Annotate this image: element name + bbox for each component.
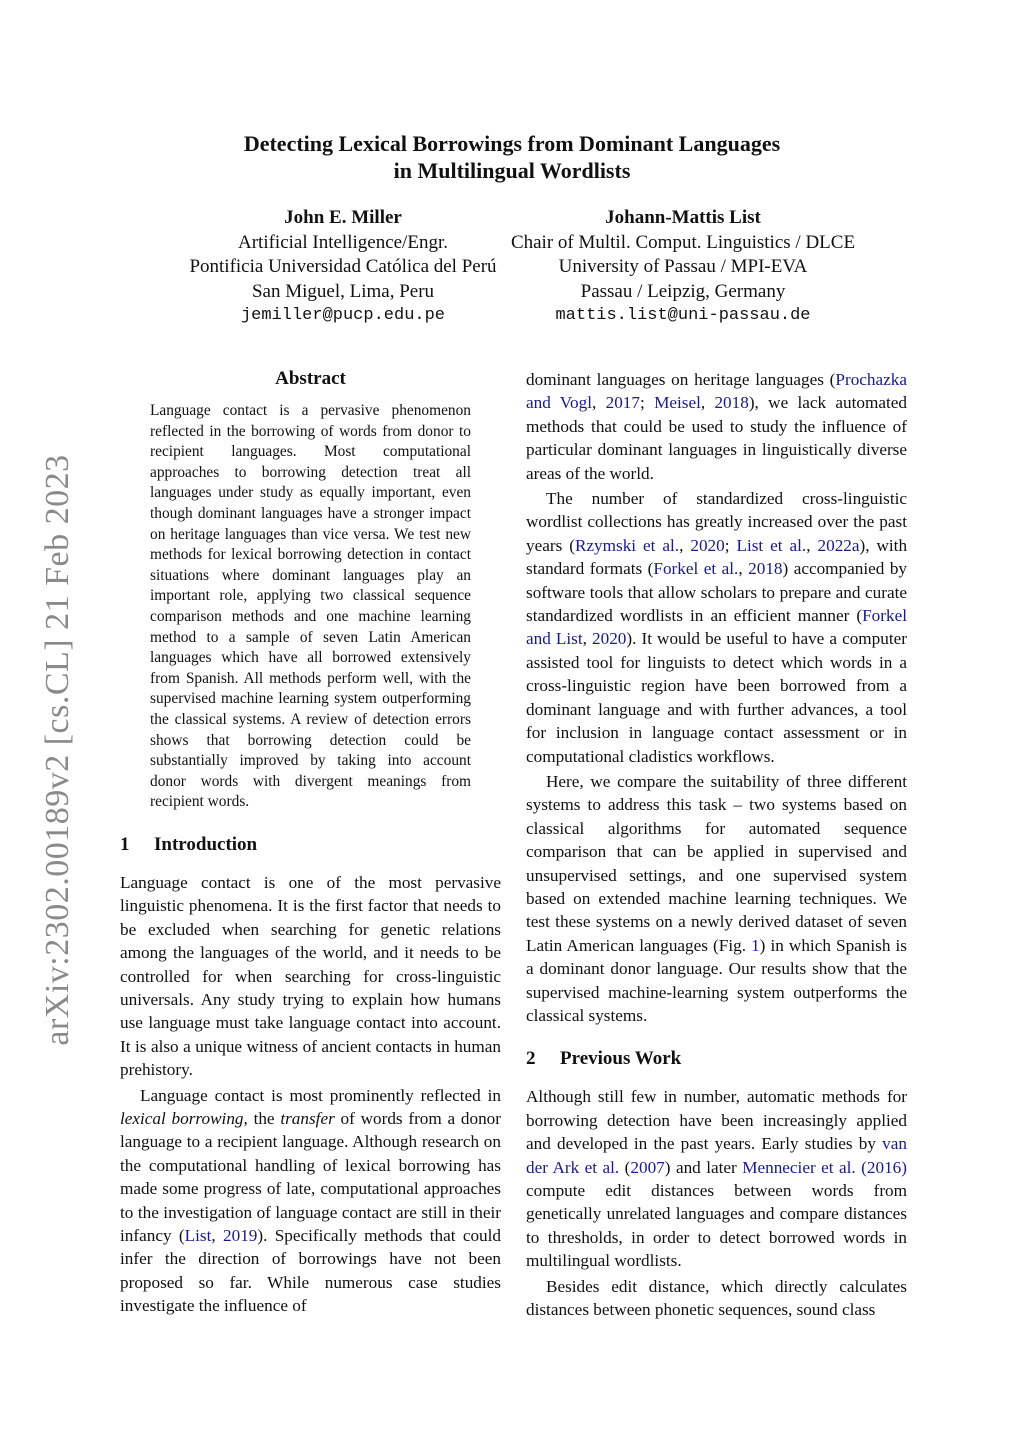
abstract-text: Language contact is a pervasive phenomenon reflected in the borrowing of words from donor to recipient languages. Most computational approaches to borrowing detection treat all languages under study as equally important, even though dominant languages have a stronger impact on heritage languages than vice versa. We test new methods for lexical borrowing detection in contact situations where dominant languages play an important role, applying two classical sequence comparison methods and one machine learning method to a sample of seven Latin American languages which have all borrowed extensively from Spanish. All methods perform well, with the supervised machine learning system outperforming the classical systems. A review of detection errors shows that borrowing detection could be substantially improved by taking into account donor words with divergent meanings from recipient words. [150,402,471,811]
section-heading-previous-work [526,1047,907,1071]
section-title: Previous Work [560,1048,682,1070]
term-transfer: transfer [280,1108,335,1128]
citation-link[interactable]: 2020 [592,629,627,649]
author-name: John E. Miller [284,207,402,228]
previous-work-paragraph-1: Although still few in number, automatic methods for borrowing detection have been increasingly applied and developed in the past years. Early studies by van der Ark et al. (2007) and later Mennecier et al. (2016) compute edit distances between words from genetically unrelated languages and compare distances to thresholds, in order to detect borrowed words in multilingual wordlists. [526,1087,907,1271]
citation-link[interactable]: 2019 [223,1225,258,1245]
citation-link[interactable]: 2020 [690,535,725,555]
author-institution: Pontificia Universidad Católica del Perú [189,256,497,277]
author-location: San Miguel, Lima, Peru [251,280,435,302]
citation-link[interactable]: Forkel et al. [653,559,739,579]
intro-paragraph-2: Language contact is most prominently reflected in lexical borrowing, the transfer of words from a donor language to a recipient language. Although research on the computational handling of lexical borrowing has made some progress of late, computational approaches to the investigation of language contact are still in their infancy (List, 2019). Specifically methods that could infer the direction of borrowings have not been proposed so far. While numerous case studies investigate the influence of [120,1085,502,1316]
citation-link[interactable]: 2022a [817,535,860,555]
citation-link[interactable]: 2018 [714,393,749,413]
citation-link[interactable]: Rzymski et al. [574,535,680,555]
citation-link[interactable]: List et al. [736,535,807,555]
section-number: 2 [526,1048,536,1070]
citation-link[interactable]: Forkel and List [526,606,907,649]
author-name: Johann-Mattis List [605,207,761,228]
left-column [120,368,501,1318]
intro-paragraph-5: Here, we compare the suitability of three different systems to address this task – two systems based on classical algorithms for automated sequence comparison that can be applied in supervised and unsupervised settings, and one supervised system based on extended machine learning techniques. We test these systems on a newly derived dataset of seven Latin American languages (Fig. 1) in which Spanish is a dominant donor language. Our results show that the supervised machine-learning system outperforms the classical systems. [526,771,907,1025]
section-title: Introduction [154,833,258,855]
author-affiliation: Chair of Multil. Comput. Linguistics / DLCE [510,231,856,253]
citation-link[interactable]: 2017 [605,393,640,413]
abstract-heading: Abstract [275,368,346,389]
intro-paragraph-1: Language contact is one of the most pervasive linguistic phenomena. It is the first factor that needs to be excluded when searching for genetic relations among the languages of the world, and it needs to be controlled for when searching for cross-linguistic universals. Any study trying to explain how humans use language must take language contact into account. It is also a unique witness of ancient contacts in human prehistory. [120,872,501,1080]
citation-link[interactable]: List [184,1225,212,1245]
author-affiliation: Artificial Intelligence/Engr. [238,231,448,253]
figure-reference-link[interactable]: 1 [751,935,760,955]
citation-link[interactable]: (2016) [861,1157,907,1177]
title-line-2: in Multilingual Wordlists [393,158,631,183]
citation-link[interactable]: 2018 [748,559,783,579]
previous-work-paragraph-2: Besides edit distance, which directly calculates distances between phonetic sequences, sound class [526,1276,907,1320]
term-lexical-borrowing: lexical borrowing [120,1108,244,1128]
citation-link[interactable]: van der Ark et al. [526,1134,907,1177]
citation-link[interactable]: Prochazka and Vogl [526,370,907,413]
citation-link[interactable]: 2007 [630,1157,665,1177]
citation-link[interactable]: Mennecier et al. [742,1157,856,1177]
intro-paragraph-4: The number of standardized cross-linguistic wordlist collections has greatly increased over the past years (Rzymski et al., 2020; List et al., 2022a), with standard formats (Forkel et al., 2018) accompanied by software tools that allow scholars to prepare and curate standardized wordlists in an efficient manner (Forkel and List, 2020). It would be useful to have a computer assisted tool for linguists to detect which words in a cross-linguistic region have been borrowed from a dominant language and with further advances, a tool for inclusion in language contact assessment or in computational cladistics workflows. [526,489,908,766]
author-location: Passau / Leipzig, Germany [580,280,786,302]
arxiv-identifier[interactable]: arXiv:2302.00189v2 [cs.CL] 21 Feb 2023 [39,454,76,1046]
author-email[interactable]: mattis.list@uni-passau.de [555,306,811,325]
right-column [526,368,907,1321]
author-email[interactable]: jemiller@pucp.edu.pe [240,306,446,325]
intro-paragraph-3: dominant languages on heritage languages (Prochazka and Vogl, 2017; Meisel, 2018), we lack automated methods that could be used to study the influence of particular dominant languages in linguistically diverse areas of the world. [526,370,908,483]
citation-link[interactable]: Meisel [654,393,701,413]
section-heading-introduction [120,833,501,857]
author-institution: University of Passau / MPI-EVA [558,256,808,277]
author-block-miller [173,206,513,329]
section-number: 1 [120,833,130,855]
author-block-list [488,206,878,329]
paper-title [0,130,1024,184]
title-line-1: Detecting Lexical Borrowings from Dominant Languages [243,131,781,156]
